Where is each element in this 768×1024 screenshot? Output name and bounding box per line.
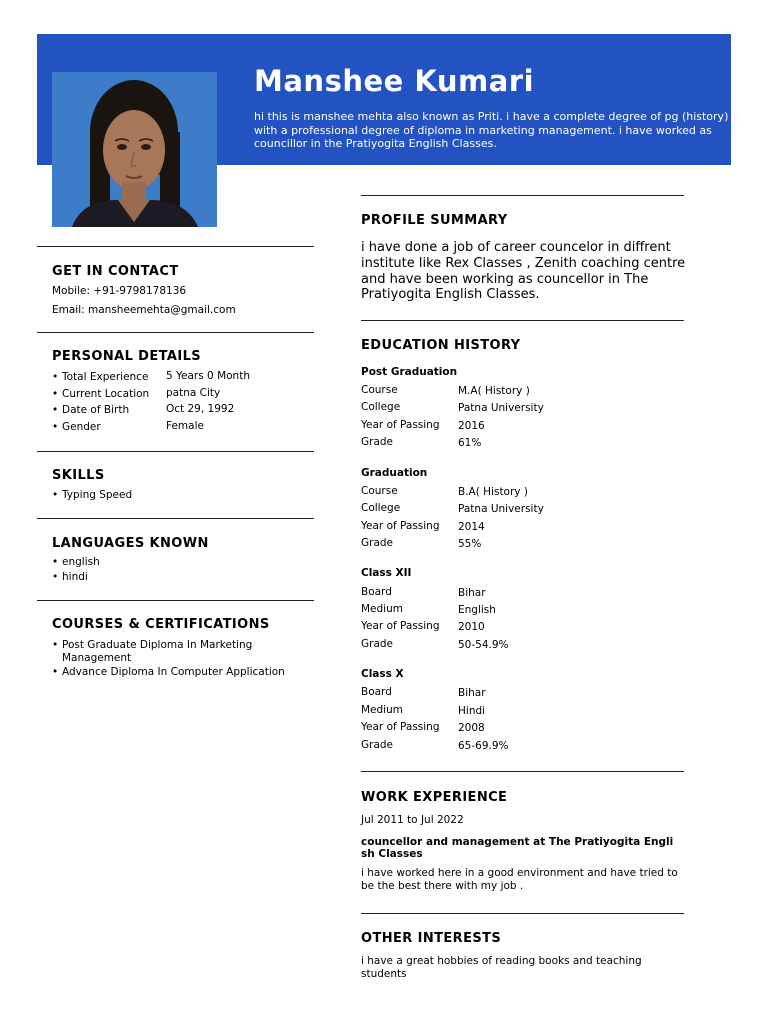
education-label: Medium bbox=[361, 603, 403, 615]
education-value: 2010 bbox=[458, 621, 485, 633]
education-label: Board bbox=[361, 686, 392, 698]
education-value: 50-54.9% bbox=[458, 639, 509, 651]
profile-text: i have done a job of career councelor in diffrent institute like Rex Classes , Zenith coaching centre and have been working as councellor in The Pratiyogita English Classes. bbox=[361, 240, 686, 303]
language-item: • english bbox=[52, 556, 100, 569]
education-label: Grade bbox=[361, 537, 394, 549]
education-label: Grade bbox=[361, 739, 394, 751]
education-title: Post Graduation bbox=[361, 366, 458, 378]
profile-heading: PROFILE SUMMARY bbox=[361, 213, 508, 228]
education-value: Bihar bbox=[458, 687, 486, 699]
skill-item: • Typing Speed bbox=[52, 489, 132, 502]
personal-label: • Current Location bbox=[52, 388, 149, 401]
education-label: College bbox=[361, 502, 401, 514]
work-description: i have worked here in a good environment and have tried to be the best there with my job . bbox=[361, 867, 678, 892]
personal-value: 5 Years 0 Month bbox=[166, 370, 250, 382]
personal-value: Female bbox=[166, 420, 204, 432]
divider bbox=[361, 320, 684, 321]
divider bbox=[361, 195, 684, 196]
education-value: 65-69.9% bbox=[458, 740, 509, 752]
work-role-line: sh Classes bbox=[361, 848, 423, 860]
work-period: Jul 2011 to Jul 2022 bbox=[361, 814, 464, 826]
candidate-name: Manshee Kumari bbox=[254, 64, 535, 98]
course-item: • Advance Diploma In Computer Application bbox=[52, 666, 307, 679]
education-label: Year of Passing bbox=[361, 520, 440, 532]
education-title: Class X bbox=[361, 668, 404, 680]
interests-text: i have a great hobbies of reading books and teaching students bbox=[361, 955, 642, 980]
personal-label: • Date of Birth bbox=[52, 404, 129, 417]
education-label: College bbox=[361, 401, 401, 413]
languages-heading: LANGUAGES KNOWN bbox=[52, 536, 209, 551]
education-value: 2008 bbox=[458, 722, 485, 734]
divider bbox=[37, 451, 314, 452]
education-label: Course bbox=[361, 384, 398, 396]
education-value: 55% bbox=[458, 538, 482, 550]
divider bbox=[361, 913, 684, 914]
education-value: Patna University bbox=[458, 402, 544, 414]
work-role-line: councellor and management at The Pratiyogita Engli bbox=[361, 836, 674, 848]
education-value: Patna University bbox=[458, 503, 544, 515]
courses-heading: COURSES & CERTIFICATIONS bbox=[52, 617, 270, 632]
education-title: Class XII bbox=[361, 567, 412, 579]
education-value: Hindi bbox=[458, 705, 486, 717]
personal-value: Oct 29, 1992 bbox=[166, 403, 235, 415]
education-label: Board bbox=[361, 586, 392, 598]
skills-heading: SKILLS bbox=[52, 468, 105, 483]
education-label: Year of Passing bbox=[361, 419, 440, 431]
education-value: 61% bbox=[458, 437, 482, 449]
education-value: M.A( History ) bbox=[458, 385, 530, 397]
interests-heading: OTHER INTERESTS bbox=[361, 931, 502, 946]
contact-heading: GET IN CONTACT bbox=[52, 264, 179, 279]
divider bbox=[37, 600, 314, 601]
personal-value: patna City bbox=[166, 387, 221, 399]
education-label: Grade bbox=[361, 638, 394, 650]
education-value: Bihar bbox=[458, 587, 486, 599]
education-value: B.A( History ) bbox=[458, 486, 528, 498]
divider bbox=[37, 518, 314, 519]
mobile-text: Mobile: +91-9798178136 bbox=[52, 285, 187, 297]
education-label: Grade bbox=[361, 436, 394, 448]
education-title: Graduation bbox=[361, 467, 428, 479]
divider bbox=[37, 246, 314, 247]
education-heading: EDUCATION HISTORY bbox=[361, 338, 521, 353]
education-value: 2014 bbox=[458, 521, 485, 533]
personal-label: • Total Experience bbox=[52, 371, 148, 384]
education-value: English bbox=[458, 604, 496, 616]
intro-text: hi this is manshee mehta also known as Priti. i have a complete degree of pg (history) with a professional degree of diploma in marketing management. i have worked as councillor in the Pratiyogita English Classes. bbox=[254, 110, 729, 150]
email-text: Email: mansheemehta@gmail.com bbox=[52, 304, 236, 316]
education-label: Year of Passing bbox=[361, 721, 440, 733]
education-label: Course bbox=[361, 485, 398, 497]
personal-label: • Gender bbox=[52, 421, 101, 434]
personal-heading: PERSONAL DETAILS bbox=[52, 349, 202, 364]
divider bbox=[361, 771, 684, 772]
work-heading: WORK EXPERIENCE bbox=[361, 790, 508, 805]
divider bbox=[37, 332, 314, 333]
course-item: • Post Graduate Diploma In Marketing Management bbox=[52, 639, 297, 665]
education-label: Medium bbox=[361, 704, 403, 716]
language-item: • hindi bbox=[52, 571, 88, 584]
education-label: Year of Passing bbox=[361, 620, 440, 632]
profile-photo bbox=[52, 72, 217, 227]
education-value: 2016 bbox=[458, 420, 485, 432]
